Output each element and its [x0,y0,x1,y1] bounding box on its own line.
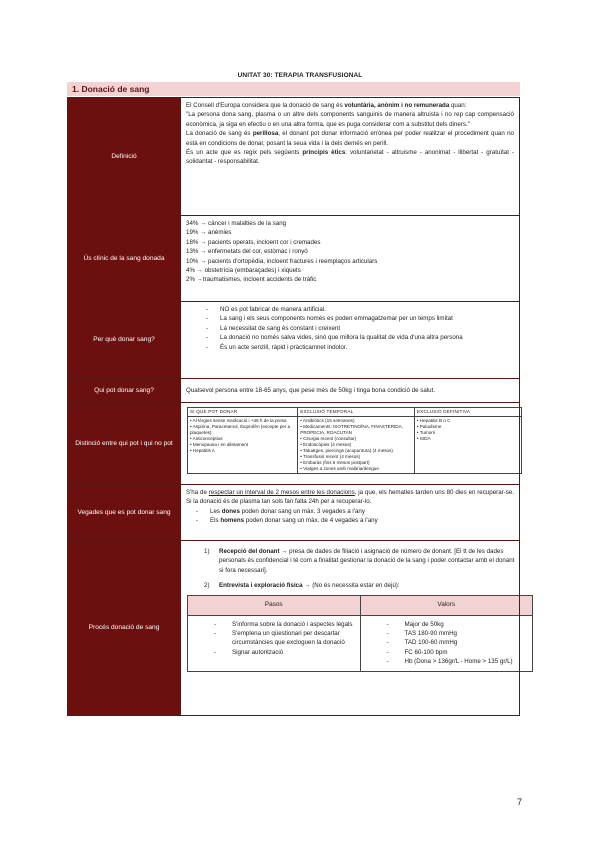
label-per-que: Per què donar sang? [68,302,181,379]
temporal-item: • Viatges a zones amb malària/dengue [300,466,379,471]
content-distincio [181,403,520,485]
valors-item: - Hb (Dona > 136gr/L - Home > 135 gr/L) [405,657,531,666]
distincio-header: EXCLUSIÓ TEMPORAL [298,408,415,417]
definicio-p4-text: És un acte que es regix pels següents [186,149,303,157]
label-distincio: Distinció entre qui pot i qui no pot [68,403,181,485]
content-proces [181,541,520,716]
si-pot-item: • Anticonceptius [190,436,223,441]
row-proces [68,541,520,716]
us-clinic-item: 19% → anèmies [186,229,232,237]
proces-step-1: 1) Recepció del donant → presa de dades de filiació i asignació de número de donant. [El tt de les dades personals és confidencial i té com a finalitat gestionar la donació de la sang i poder contactar amb el donant si fora necessari]. [204,548,515,574]
definicio-p3-end: , el donant pot donar informació errònea per poder realitzar el procediment quan no està en condicions de donar, posant la seua vida i la dels demés en perill. [186,130,514,147]
us-clinic-item: 10% → pacients d'ortopèdia, incloent fractures i reemplaços articulars [186,257,378,265]
distincio-header: EXCLUSIÓ DEFINITIVA [414,408,521,417]
si-pot-item: • Menopausa i en alletament [190,442,249,447]
per-que-item: - És un acte senzill, ràpid i pràcticamnet indolor. [220,343,514,352]
temporal-item: • Transfusió recent (4 mesos) [300,454,361,459]
pasos-item: - S'informa sobre la donació i aspectes legals [232,620,358,629]
per-que-item: - NO es pot fabricar de manera artificial. [220,305,514,314]
pasos-item: - Signar autorització [232,648,358,657]
pasos-item: - S'emplena un qüestionari per descartar circumstàncies que excloguen la donació [232,629,358,648]
distincio-header: SI QUE POT DONAR [188,408,298,417]
us-clinic-item: 18% → pacients operats, incloent cor i cremades [186,238,321,246]
valors-item: - TAD 100-60 mmHg [405,638,531,647]
definicio-p1-text: El Consell d'Europa considera que la donació de sang és [186,102,345,109]
us-clinic-item: 34% → càncer i malalties de la sang [186,220,287,227]
per-que-item: - La sang i els seus components només es poden emmagatzemar per un temps limitat [220,314,514,323]
donation-table [67,97,520,716]
vegades-dones: - Les dones poden donar sang un màx. 3 vegades a l'any [210,507,514,516]
pasos-header: Pasos [188,595,361,615]
si-pot-item: • Al·lèrgies sense medicació i +48 h de la presa [190,418,287,423]
row-us-clinic [68,216,520,302]
temporal-item: • Medicaments: ISOTRETINOÏNA, FINASTERIDA, PROPECIA, ROACUTAN [300,424,403,435]
us-clinic-item: 2% →traumatismes, incloent accidents de tràfic [186,276,317,284]
si-pot-item: • Aspirina, Paracetamol, Ibuprofèn (excepte per a plaquetes) [190,424,291,435]
pasos-table [187,595,533,672]
temporal-item: • Antibiòtics (15 setmanes) [300,418,355,423]
content-definicio [181,98,520,216]
content-qui-pot: Qualsevol persona entre 18-65 anys, que pese més de 50kg i tinga bona condició de salut. [181,379,520,403]
page-number: 7 [517,797,523,807]
row-vegades [68,485,520,541]
distincio-table [187,407,522,474]
definicio-quote: "La persona dona sang, plasma o un altre dels components sanguinis de manera altruista i no rep cap compensació econòmica, ja siga en efectiu o en una altra forma, que es puga considerar com a substitut dels diners." [186,111,514,128]
temporal-item: • Tatuatges, piercings (acupuntura) (4 mesos) [300,448,393,453]
row-per-que [68,302,520,379]
us-clinic-item: 4% → obstetrícia (embaraçades) i xiquets [186,267,301,275]
definitiva-item: • Tumors [416,430,436,435]
definicio-p1-end: quan: [449,102,467,109]
definicio-p1-bold: voluntària, anònim i no remunerada [344,102,450,109]
definitiva-item: • SIDA [416,436,431,441]
temporal-item: • Embaràs (fins 6 mesos postpart) [300,460,370,465]
definicio-p3-bold: perillosa [252,130,279,138]
definicio-p4-bold: principis ètics [302,149,346,157]
row-distincio [68,403,520,485]
temporal-item: • Cirurgia recent (consultar) [300,436,357,441]
vegades-text: S'ha de [186,489,209,496]
label-us-clinic: Ús clínic de la sang donada [68,216,181,302]
valors-item: - Major de 50kg [405,620,531,629]
content-per-que [181,302,520,379]
section-title: 1. Donació de sang [67,82,520,96]
row-definicio [68,98,520,216]
content-us-clinic [181,216,520,302]
si-pot-item: • Hepatitis A [190,448,215,453]
vegades-underline: respectar un interval de 2 mesos entre les donacions [208,489,355,496]
definitiva-item: • Paludisme [416,424,442,429]
definicio-p4-end: : voluntarietat - altruisme - anonimat - llibertat - gratuïtat - solidaritat - responsabilitat. [186,149,515,166]
temporal-cell [298,417,415,474]
definitiva-cell [414,417,521,474]
label-qui-pot: Qui pot donar sang? [68,379,181,403]
pasos-cell [188,615,361,671]
valors-item: - TAS 180-90 mmHg [405,629,531,638]
proces-step-2: 2) Entrevista i exploració física → (No és necessita estar en dejú): [204,582,400,590]
vegades-homens: - Els homens poden donar sang un màx. de 4 vegades a l'any [210,516,514,525]
vegades-text-end: , ja que, els hematies tarden uns 80 dies en recuperar-se. Si la donació és de plasma tan sols fan falta 24h per a recuperar-lo. [186,489,515,506]
definicio-p3-text: La donació de sang és [186,130,253,138]
document-title: UNITAT 30: TERAPIA TRANSFUSIONAL [237,72,363,79]
per-que-item: - La necessitat de sang és constant i creixent [220,324,514,333]
label-vegades: Vegades que es pot donar sang [68,485,181,541]
temporal-item: • Endoscòpies (4 mesos) [300,442,352,447]
si-pot-cell [188,417,298,474]
us-clinic-item: 13% → enfermetats del cor, estòmac i ronyó [186,248,308,256]
definitiva-item: • Hepatitis B o C [416,418,451,423]
valors-cell [360,615,533,671]
valors-item: - FC 60-100 bpm [405,648,531,657]
content-vegades [181,485,520,541]
row-qui-pot [68,379,520,403]
label-proces: Procés donació de sang [68,541,181,716]
per-que-item: - La donació no només salva vides, sinó que millora la qualitat de vida d'una altra persona [220,333,514,342]
label-definicio: Definició [68,98,181,216]
valors-header: Valors [360,595,533,615]
